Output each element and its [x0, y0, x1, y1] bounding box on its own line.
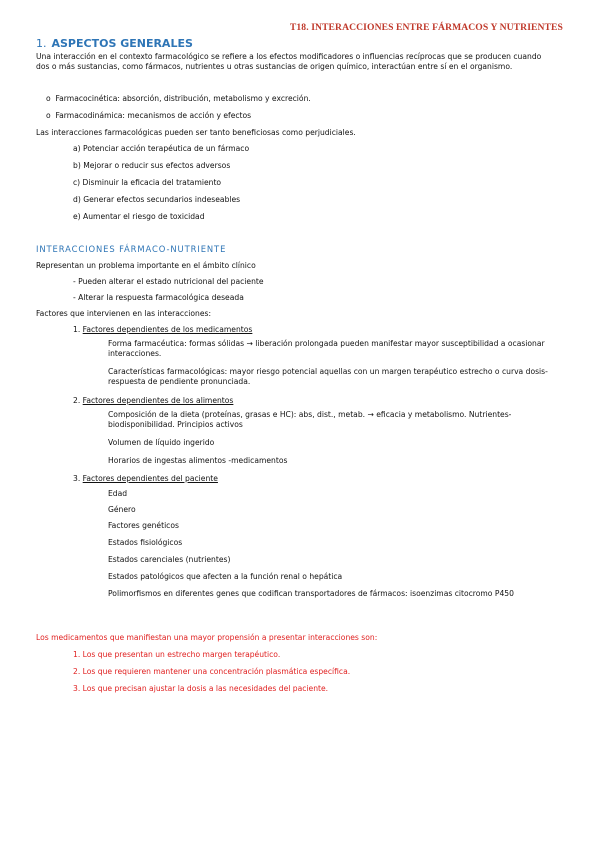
- document-header-title: T18. INTERACCIONES ENTRE FÁRMACOS Y NUTRIENTES: [289, 22, 563, 33]
- effect-item: e) Aumentar el riesgo de toxicidad: [73, 212, 205, 221]
- factor-item: Características farmacológicas: mayor riesgo potencial aquellas con un margen terapéutico estrecho o curva dosis-respuesta de pendiente pronunciada.: [108, 367, 548, 387]
- factor-item: Estados patológicos que afecten a la función renal o hepática: [108, 572, 343, 581]
- factor-item: Estados fisiológicos: [108, 538, 183, 547]
- section-1-heading: [36, 37, 193, 50]
- section-1-intro: Una interacción en el contexto farmacológico se refiere a los efectos modificadores o influencias recíprocas que se producen cuando dos o más sustancias, como fármacos, nutrientes u otras sustancias de origen químico, interactúan entre sí en el organismo.: [36, 52, 542, 72]
- closing-lead: Los medicamentos que manifiestan una mayor propensión a presentar interacciones son:: [36, 633, 378, 642]
- problem-item: - Pueden alterar el estado nutricional del paciente: [73, 277, 264, 286]
- bullet-pd: [46, 111, 251, 121]
- closing-item: 1. Los que presentan un estrecho margen terapéutico.: [73, 650, 281, 659]
- factor-item: Volumen de líquido ingerido: [108, 438, 215, 447]
- section-1-number: 1.: [36, 37, 47, 50]
- factor-group-heading: [73, 474, 218, 484]
- factor-group-number: 3.: [73, 474, 81, 483]
- factor-group-title: Factores dependientes de los alimentos: [82, 396, 234, 405]
- factor-item: Factores genéticos: [108, 521, 179, 530]
- section-2-intro: Representan un problema importante en el ámbito clínico: [36, 261, 256, 270]
- section-2-heading: INTERACCIONES FÁRMACO-NUTRIENTE: [36, 244, 227, 254]
- problem-item: - Alterar la respuesta farmacológica deseada: [73, 293, 244, 302]
- factor-group-heading: [73, 396, 233, 406]
- factor-group-number: 1.: [73, 325, 81, 334]
- factor-group-title: Factores dependientes de los medicamentos: [82, 325, 253, 334]
- factor-item: Polimorfismos en diferentes genes que codifican transportadores de fármacos: isoenzimas citocromo P450: [108, 589, 514, 598]
- bullet-pk: [46, 94, 311, 104]
- factor-item: Composición de la dieta (proteínas, grasas e HC): abs, dist., metab. → eficacia y metabolismo. Nutrientes-biodisponibilidad. Principios activos: [108, 410, 512, 430]
- factor-group-number: 2.: [73, 396, 81, 405]
- bullet-text: Farmacodinámica: mecanismos de acción y efectos: [55, 111, 252, 120]
- factor-item: Estados carenciales (nutrientes): [108, 555, 231, 564]
- factors-lead: Factores que intervienen en las interacciones:: [36, 309, 212, 318]
- factor-group-title: Factores dependientes del paciente: [82, 474, 218, 483]
- section-1-lead: Las interacciones farmacológicas pueden ser tanto beneficiosas como perjudiciales.: [36, 128, 356, 137]
- effect-item: d) Generar efectos secundarios indeseables: [73, 195, 241, 204]
- factor-item: Forma farmacéutica: formas sólidas → liberación prolongada pueden manifestar mayor susceptibilidad a ocasionar interacciones.: [108, 339, 545, 359]
- factor-item: Edad: [108, 489, 128, 498]
- bullet-marker: o: [46, 111, 51, 120]
- factor-item: Horarios de ingestas alimentos -medicamentos: [108, 456, 288, 465]
- closing-item: 2. Los que requieren mantener una concentración plasmática específica.: [73, 667, 351, 676]
- section-1-title: ASPECTOS GENERALES: [51, 37, 193, 50]
- effect-item: b) Mejorar o reducir sus efectos adversos: [73, 161, 231, 170]
- effect-item: c) Disminuir la eficacia del tratamiento: [73, 178, 222, 187]
- effect-item: a) Potenciar acción terapéutica de un fármaco: [73, 144, 250, 153]
- bullet-marker: o: [46, 94, 51, 103]
- factor-item: Género: [108, 505, 136, 514]
- factor-group-heading: [73, 325, 252, 335]
- bullet-text: Farmacocinética: absorción, distribución, metabolismo y excreción.: [55, 94, 311, 103]
- closing-item: 3. Los que precisan ajustar la dosis a las necesidades del paciente.: [73, 684, 329, 693]
